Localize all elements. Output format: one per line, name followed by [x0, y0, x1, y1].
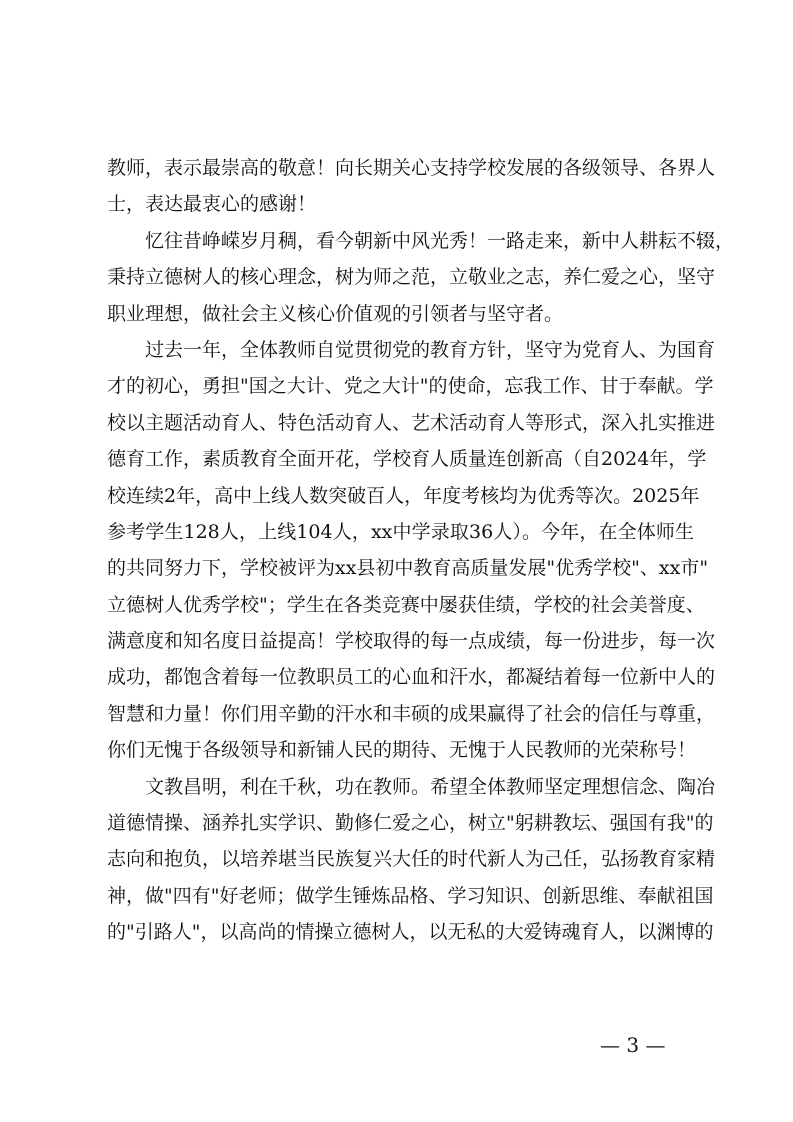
text-line: 参考学生128人，上线104人，xx中学录取36人）。今年，在全体师生 [107, 520, 694, 543]
text-line: 忆往昔峥嵘岁月稠，看今朝新中风光秀！一路走来，新中人耕耘不辍， [145, 229, 735, 252]
text-line: 校以主题活动育人、特色活动育人、艺术活动育人等形式，深入扎实推进 [107, 411, 716, 434]
text-line: 立德树人优秀学校"；学生在各类竞赛中屡获佳绩，学校的社会美誉度、 [107, 593, 705, 616]
text-line: 的共同努力下，学校被评为xx县初中教育高质量发展"优秀学校"、xx市" [107, 557, 709, 580]
text-line: 德育工作，素质教育全面开花，学校育人质量连创新高（自2024年，学 [107, 448, 707, 471]
paragraph-4 [107, 769, 716, 951]
text-line: 文教昌明，利在千秋，功在教师。希望全体教师坚定理想信念、陶冶 [145, 775, 716, 798]
text-line: 你们无愧于各级领导和新铺人民的期待、无愧于人民教师的光荣称号！ [107, 739, 697, 762]
text-line: 过去一年，全体教师自觉贯彻党的教育方针，坚守为党育人、为国育 [145, 338, 716, 361]
text-line: 志向和抱负，以培养堪当民族复兴大任的时代新人为己任，弘扬教育家精 [107, 848, 716, 871]
paragraph-1 [107, 150, 716, 223]
body-text [107, 150, 735, 951]
paragraph-2 [107, 223, 735, 332]
text-line: 士，表达最衷心的感谢！ [107, 193, 317, 216]
text-line: 教师，表示最崇高的敬意！向长期关心支持学校发展的各级领导、各界人 [107, 157, 716, 179]
page-number: — 3 — [600, 1033, 666, 1057]
text-line: 满意度和知名度日益提高！学校取得的每一点成绩，每一份进步，每一次 [107, 630, 716, 653]
paragraph-3 [107, 332, 716, 769]
text-line: 校连续2年，高中上线人数突破百人，年度考核均为优秀等次。2025年 [107, 484, 700, 507]
text-line: 道德情操、涵养扎实学识、勤修仁爱之心，树立"躬耕教坛、强国有我"的 [107, 812, 714, 835]
text-line: 职业理想，做社会主义核心价值观的引领者与坚守者。 [107, 302, 564, 325]
text-line: 神，做"四有"好老师；做学生锤炼品格、学习知识、创新思维、奉献祖国 [107, 884, 714, 907]
text-line: 成功，都饱含着每一位教职员工的心血和汗水，都凝结着每一位新中人的 [107, 666, 716, 689]
text-line: 的"引路人"，以高尚的情操立德树人，以无私的大爱铸魂育人，以渊博的 [107, 921, 714, 944]
text-line: 才的初心，勇担"国之大计、党之大计"的使命，忘我工作、甘于奉献。学 [107, 375, 714, 398]
text-line: 智慧和力量！你们用辛勤的汗水和丰硕的成果赢得了社会的信任与尊重， [107, 702, 716, 725]
text-line: 秉持立德树人的核心理念，树为师之范，立敬业之志，养仁爱之心，坚守 [107, 266, 716, 289]
